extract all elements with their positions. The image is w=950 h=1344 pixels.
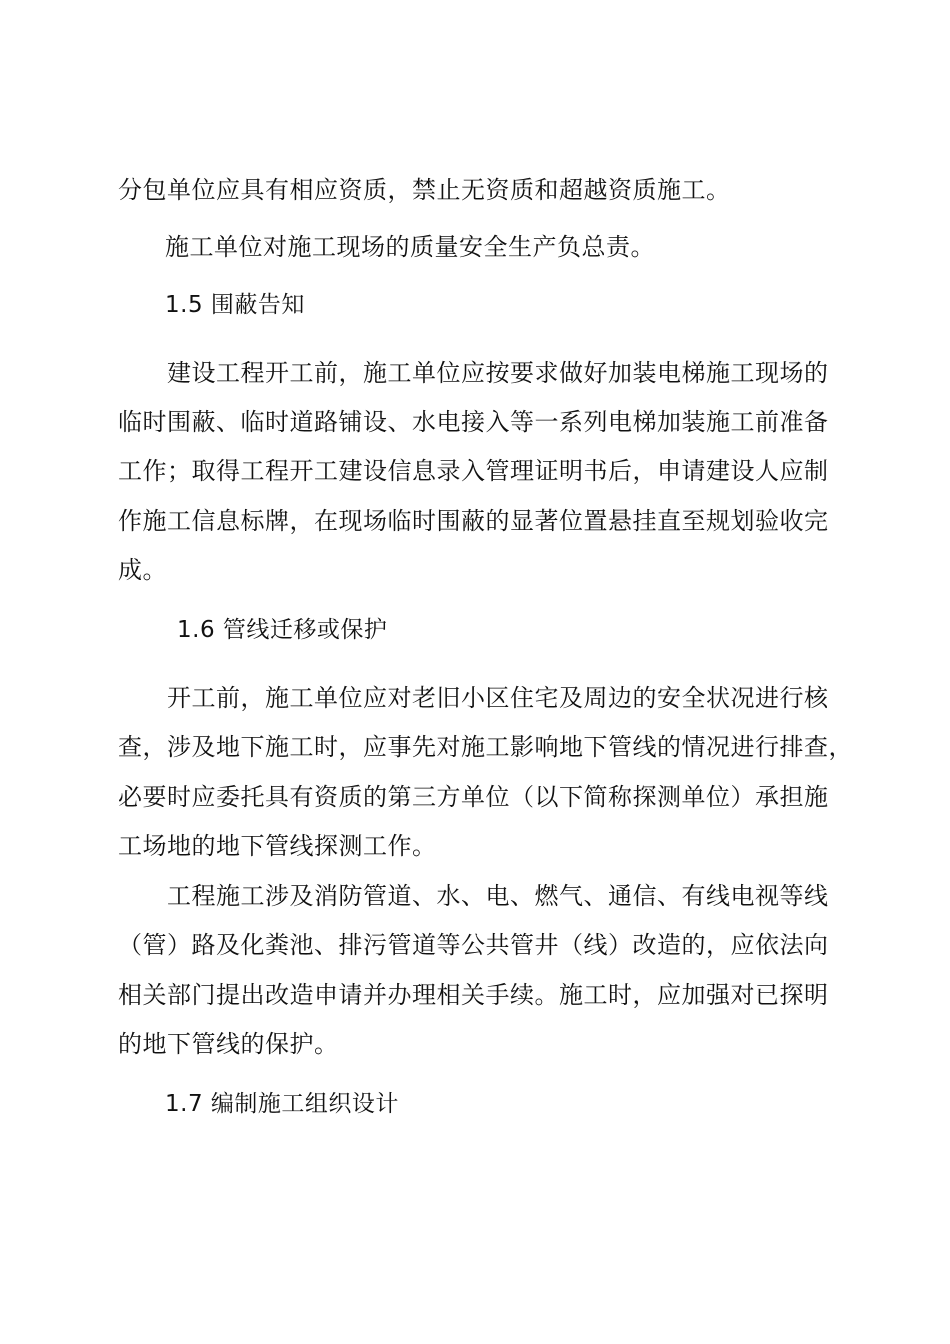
body-text-line: 施工单位对施工现场的质量安全生产负总责。: [165, 233, 655, 261]
body-text-line: 工场地的地下管线探测工作。: [118, 832, 437, 860]
body-text-line: 的地下管线的保护。: [118, 1030, 339, 1058]
body-text-line: 查，涉及地下施工时，应事先对施工影响地下管线的情况进行排查，: [118, 733, 853, 761]
body-text-line: 必要时应委托具有资质的第三方单位（以下简称探测单位）承担施: [118, 783, 829, 811]
section-heading-1-5: 1.5 围蔽告知: [165, 292, 305, 318]
body-text-line: 成。: [118, 556, 167, 584]
body-text-line: 作施工信息标牌，在现场临时围蔽的显著位置悬挂直至规划验收完: [118, 507, 829, 535]
body-text-line: （管）路及化粪池、排污管道等公共管井（线）改造的，应依法向: [118, 931, 829, 959]
body-text-line: 分包单位应具有相应资质，禁止无资质和超越资质施工。: [118, 176, 731, 204]
body-text-line: 临时围蔽、临时道路铺设、水电接入等一系列电梯加装施工前准备: [118, 408, 829, 436]
section-heading-1-7: 1.7 编制施工组织设计: [165, 1091, 399, 1117]
body-text-line: 相关部门提出改造申请并办理相关手续。施工时，应加强对已探明: [118, 981, 829, 1009]
body-text-line: 工作；取得工程开工建设信息录入管理证明书后，申请建设人应制: [118, 457, 829, 485]
section-heading-1-6: 1.6 管线迁移或保护: [177, 617, 388, 643]
body-text-line: 建设工程开工前，施工单位应按要求做好加装电梯施工现场的: [167, 359, 829, 387]
body-text-line: 工程施工涉及消防管道、水、电、燃气、通信、有线电视等线: [167, 882, 829, 910]
body-text-line: 开工前，施工单位应对老旧小区住宅及周边的安全状况进行核: [167, 684, 829, 712]
